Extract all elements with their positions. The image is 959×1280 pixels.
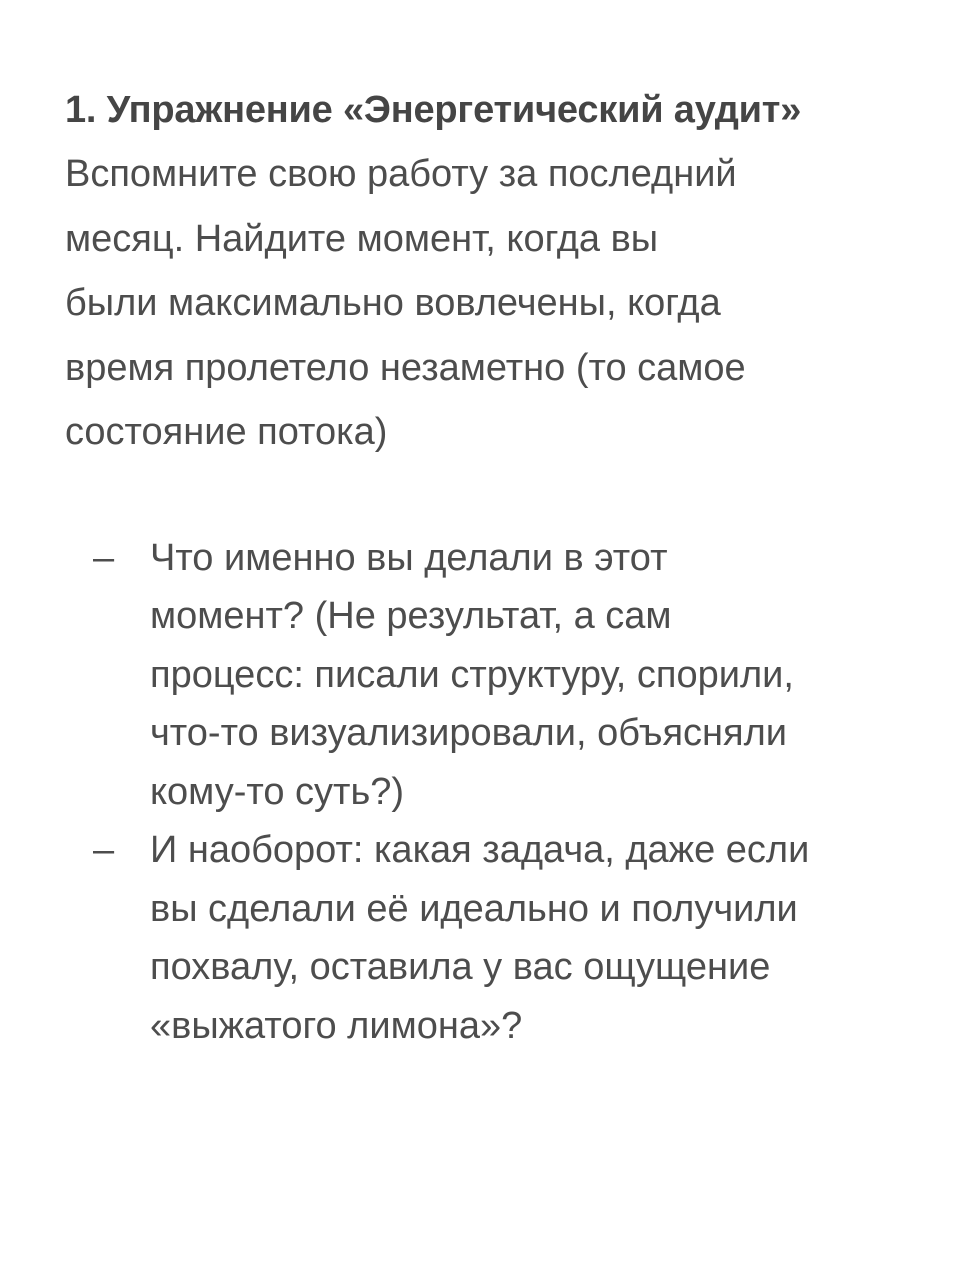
question-list xyxy=(65,529,945,1056)
intro-line: состояние потока) xyxy=(65,411,388,453)
list-item xyxy=(65,821,945,1055)
intro-line: Вспомните свою работу за последний xyxy=(65,153,737,195)
bullet-dash: – xyxy=(93,829,115,871)
list-item-line: И наоборот: какая задача, даже если xyxy=(150,829,810,871)
list-item xyxy=(65,529,945,822)
list-item-line: «выжатого лимона»? xyxy=(150,1004,523,1047)
list-item-line: вы сделали её идеально и получили xyxy=(150,887,798,930)
intro-line: месяц. Найдите момент, когда вы xyxy=(65,217,659,260)
document-body xyxy=(65,78,945,1055)
bullet-dash: – xyxy=(93,536,115,579)
intro-paragraph xyxy=(65,142,945,465)
list-item-line: похвалу, оставила у вас ощущение xyxy=(150,946,771,988)
intro-line: были максимально вовлечены, когда xyxy=(65,282,721,324)
list-item-line: процесс: писали структуру, спорили, xyxy=(150,653,794,696)
intro-line: время пролетело незаметно (то самое xyxy=(65,346,746,389)
list-item-line: момент? (Не результат, а сам xyxy=(150,595,672,637)
exercise-heading: 1. Упражнение «Энергетический аудит» xyxy=(65,89,802,131)
list-item-line: что-то визуализировали, объясняли xyxy=(150,712,788,754)
list-item-line: кому-то суть?) xyxy=(150,770,405,813)
list-item-line: Что именно вы делали в этот xyxy=(150,536,668,579)
